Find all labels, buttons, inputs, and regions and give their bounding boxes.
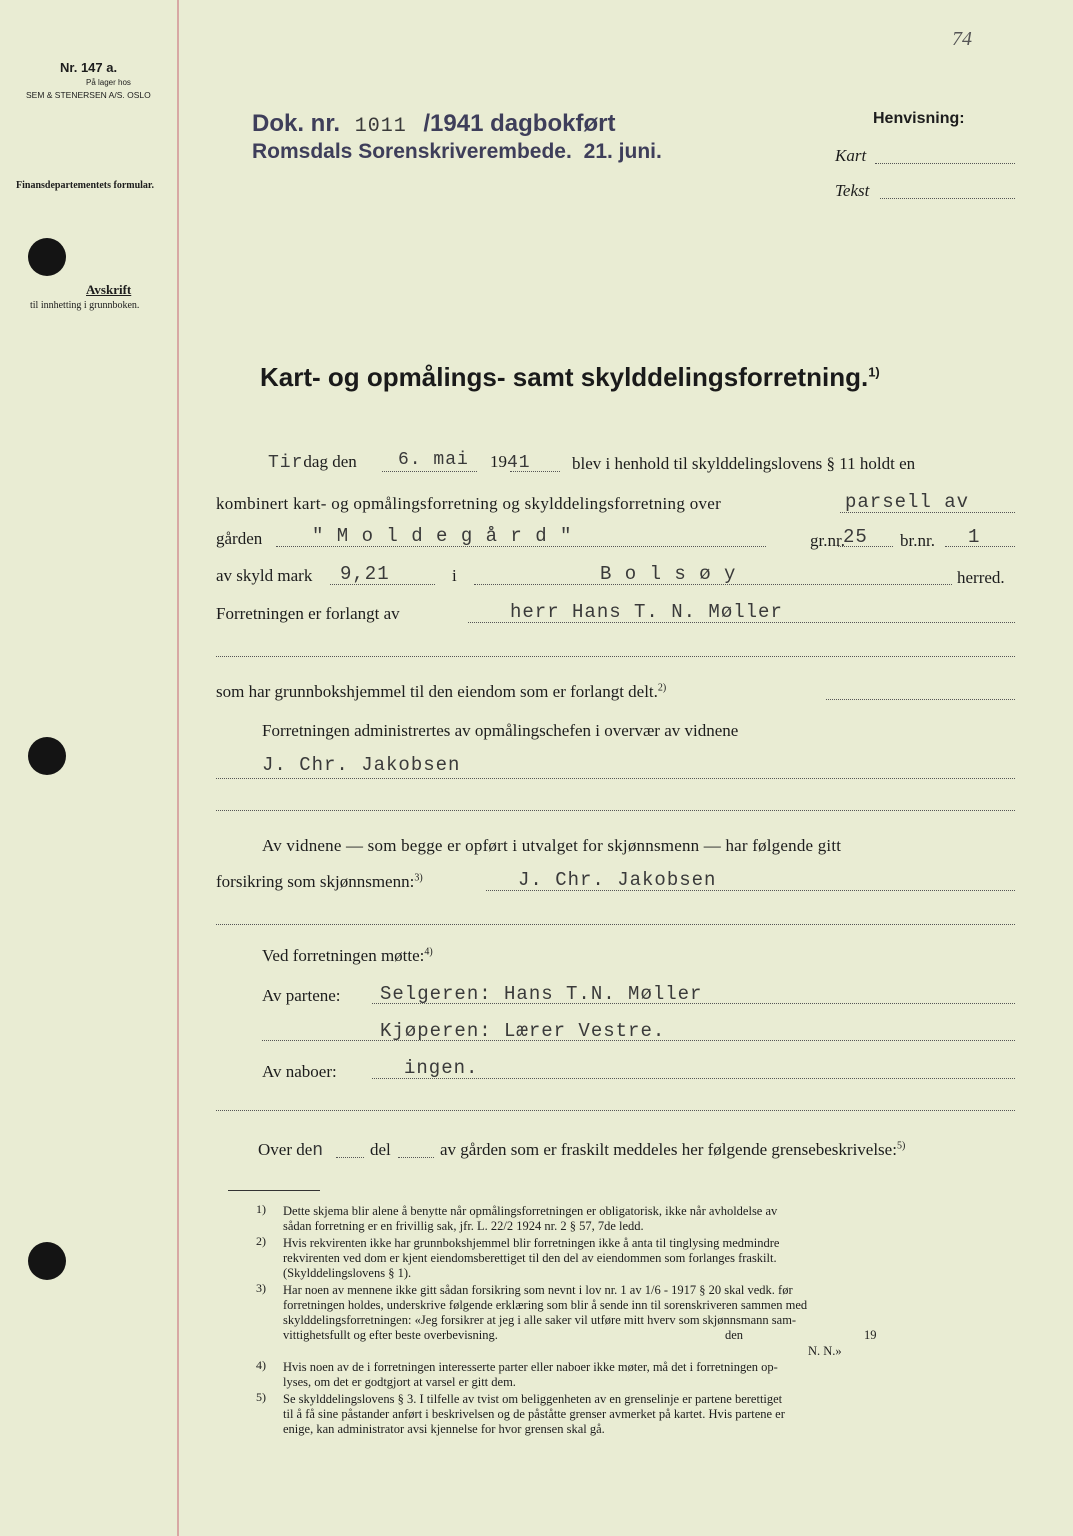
stamp-doc-number: 1011 [354, 115, 407, 138]
parties-seller: Selgeren: Hans T.N. Møller [380, 983, 703, 1005]
line1-year [490, 452, 531, 473]
line10 [262, 946, 433, 966]
fn1-line1: Dette skjema blir alene å benytte når opmålingsforretningen er obligatorisk, ikke når avholdelse av [283, 1204, 778, 1218]
line5-line2 [216, 656, 1015, 657]
line5-line [468, 622, 1015, 623]
line4-value-line [330, 584, 435, 585]
fn3-line4c: 19 [864, 1328, 877, 1342]
neighbours-line2 [216, 1110, 1015, 1111]
line11-part1 [258, 1140, 324, 1161]
line9-line [486, 890, 1015, 891]
stamp-year: 41 [456, 110, 484, 137]
witness-name: J. Chr. Jakobsen [262, 754, 461, 776]
stamp-line2 [252, 140, 662, 164]
fn2-line2: rekvirenten ved dom er kjent eiendomsberettiget til den del av eiendommen som forlanges fraskilt. [283, 1251, 777, 1265]
line3-grnr: 25 [843, 526, 868, 548]
line1 [268, 452, 357, 473]
line1-part1: dag den [303, 452, 357, 471]
line1-year-line [510, 471, 560, 472]
fn3-line3: skylddelingsforretningen: «Jeg forsikrer at jeg i alle saker vil utføre mitt hverv som skjønnsmann sam- [283, 1313, 797, 1327]
punch-hole [28, 238, 66, 276]
line4-municipality: B o l s ø y [600, 563, 737, 585]
ministry-label: Finansdepartementets formular. [16, 180, 154, 191]
fn2-line3: (Skylddelingslovens § 1). [283, 1266, 412, 1280]
punch-hole [28, 1242, 66, 1280]
fn5-number: 5) [256, 1390, 266, 1404]
reference-heading: Henvisning: [873, 110, 965, 127]
line4-in: i [452, 566, 457, 585]
neighbours-label: Av naboer: [262, 1062, 337, 1081]
line8: Av vidnene — som begge er opført i utvalget for skjønnsmenn — har følgende gitt [262, 836, 842, 855]
line9-text: forsikring som skjønnsmenn: [216, 872, 415, 891]
page-title-text: Kart- og opmålings- samt skylddelingsforretning. [260, 362, 869, 392]
line1-year-typed: 41 [507, 453, 531, 473]
fn5-line2: til å få sine påstander anført i beskrivelsen og de påståtte grenser avmerket på kartet. Hvis partene er [283, 1407, 785, 1421]
parties-buyer: Kjøperen: Lærer Vestre. [380, 1020, 666, 1042]
line11-line2 [398, 1157, 434, 1158]
margin-line [177, 0, 179, 1536]
parties-label: Av partene: [262, 986, 341, 1005]
line10-text: Ved forretningen møtte: [262, 946, 425, 965]
fn3-line4b: den [725, 1328, 744, 1342]
line11-line1 [336, 1157, 364, 1158]
line5-value: herr Hans T. N. Møller [510, 601, 783, 623]
line9-value: J. Chr. Jakobsen [518, 869, 717, 891]
line6-line [826, 699, 1015, 700]
line9-line2 [216, 924, 1015, 925]
neighbours-line [372, 1078, 1015, 1079]
stamp-dagbokfort: dagbokført [490, 110, 616, 137]
line2-line [840, 512, 1015, 513]
fn3-number: 3) [256, 1281, 266, 1295]
fn4-number: 4) [256, 1358, 266, 1372]
fn1-number: 1) [256, 1202, 266, 1216]
line1-part2: blev i henhold til skylddelingslovens § 11 holdt en [572, 454, 916, 473]
line4-end: herred. [957, 568, 1005, 587]
form-number: Nr. 147 a. [60, 60, 118, 75]
witness-line2 [216, 810, 1015, 811]
line3-grnr-label: gr.nr. [810, 531, 845, 550]
line3-grnr-line [838, 546, 893, 547]
line1-year-prefix: 19 [490, 452, 507, 471]
line5-label: Forretningen er forlangt av [216, 604, 400, 623]
printer-line2: SEM & STENERSEN A/S. OSLO [26, 90, 151, 100]
neighbours-value: ingen. [404, 1057, 479, 1079]
line4-value: 9,21 [340, 563, 390, 585]
parties-buyer-line [262, 1040, 1015, 1041]
page-title [260, 362, 880, 393]
fn3-line1: Har noen av mennene ikke gitt sådan forsikring som nevnt i lov nr. 1 av 1/6 - 1917 § 20 skal vedk. før [283, 1283, 793, 1297]
line11-note: 5) [896, 1140, 906, 1152]
printer-line1: På lager hos [86, 78, 131, 87]
stamp-date: 21. juni. [583, 140, 662, 163]
reference-map-line [875, 163, 1015, 164]
line2-value: parsell av [845, 491, 970, 513]
line6 [216, 682, 666, 702]
line11-del: del [370, 1140, 391, 1159]
copy-label: Avskrift [86, 282, 132, 297]
line1-day: Tir [268, 453, 304, 473]
line9-note: 3) [414, 872, 423, 884]
line2-text: kombinert kart- og opmålingsforretning og skylddelingsforretning over [216, 494, 722, 513]
parties-seller-line [372, 1003, 1015, 1004]
line3-brnr-line [945, 546, 1015, 547]
line11-part3 [440, 1140, 905, 1160]
line6-note: 2) [657, 682, 667, 694]
punch-hole [28, 737, 66, 775]
line10-note: 4) [424, 946, 433, 958]
reference-map-label: Kart [835, 146, 867, 165]
fn5-line1: Se skylddelingslovens § 3. I tilfelle av tvist om beliggenheten av en grenselinje er partene berettiget [283, 1392, 783, 1406]
title-note: 1) [868, 364, 880, 380]
line3-label: gården [216, 529, 263, 548]
reference-text-label: Tekst [835, 181, 870, 200]
line4-municipality-line [474, 584, 952, 585]
fn1-line2: sådan forretning er en frivillig sak, jfr. L. 22/2 1924 nr. 2 § 57, 7de ledd. [283, 1219, 644, 1233]
line9-label [216, 872, 423, 892]
line4-label: av skyld mark [216, 566, 313, 585]
line1-date-line [382, 471, 477, 472]
stamp-office: Romsdals Sorenskriverembede. [252, 140, 572, 163]
reference-text-line [880, 198, 1015, 199]
stamp-line1 [252, 110, 615, 138]
line7: Forretningen administrertes av opmålingschefen i overvær av vidnene [262, 721, 739, 740]
fn2-line1: Hvis rekvirenten ikke har grunnbokshjemmel blir forretningen ikke å anta til tinglysing medmindre [283, 1236, 780, 1250]
fn3-line4a: vittighetsfullt og efter beste overbevisning. [283, 1328, 498, 1342]
witness-line [216, 778, 1015, 779]
line3-farm-line [276, 546, 766, 547]
line1-date: 6. mai [398, 450, 469, 470]
line3-brnr-label: br.nr. [900, 531, 935, 550]
line11-text1: Over de [258, 1140, 313, 1159]
fn3-line5: N. N.» [808, 1344, 842, 1358]
stamp-slash-year: /19 [423, 110, 457, 137]
fn4-line1: Hvis noen av de i forretningen interesserte parter eller naboer ikke møter, må det i forretningen op- [283, 1360, 778, 1374]
fn4-line2: lyses, om det er godtgjort at varsel er gitt dem. [283, 1375, 516, 1389]
line3-brnr: 1 [968, 526, 981, 548]
line11-typed: n [312, 1141, 325, 1161]
copy-sub: til innhetting i grunnboken. [30, 300, 140, 311]
page-number: 74 [952, 28, 972, 50]
stamp-doc-label: Dok. nr. [252, 110, 341, 137]
line6-text: som har grunnbokshjemmel til den eiendom som er forlangt delt. [216, 682, 658, 701]
line3-farm: " M o l d e g å r d " [312, 525, 573, 547]
fn3-line2: forretningen holdes, underskrive følgende erklæring som blir å sende inn til sorenskriveren sammen med [283, 1298, 808, 1312]
fn5-line3: enige, kan administrator avsi kjennelse for hvor grensen skal gå. [283, 1422, 605, 1436]
line11-text3: av gården som er fraskilt meddeles her følgende grensebeskrivelse: [440, 1140, 897, 1159]
fn2-number: 2) [256, 1234, 266, 1248]
footnote-rule [228, 1190, 320, 1191]
